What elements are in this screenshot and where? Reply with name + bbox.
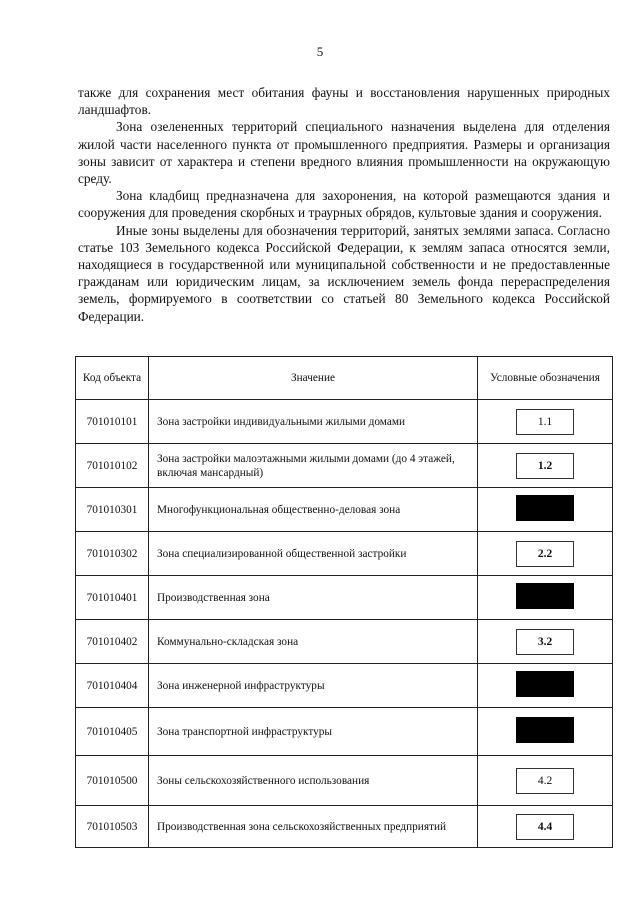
legend-swatch: 4.4 [516, 814, 574, 840]
legend-symbol [478, 532, 613, 576]
paragraph: также для сохранения мест обитания фауны и восстановления нарушенных природных ландшафтов. [78, 85, 610, 118]
table-row [76, 620, 613, 664]
legend-swatch [516, 495, 574, 521]
object-code: 701010401 [76, 576, 149, 620]
legend-swatch: 4.2 [516, 768, 574, 794]
legend-symbol [478, 400, 613, 444]
zone-name: Зона застройки индивидуальными жилыми домами [149, 400, 478, 444]
table-row [76, 532, 613, 576]
object-code: 701010404 [76, 664, 149, 708]
legend-symbol [478, 664, 613, 708]
table-row [76, 444, 613, 488]
table-row [76, 708, 613, 756]
legend-symbol [478, 756, 613, 806]
legend-swatch [516, 717, 574, 743]
zone-name: Зона инженерной инфраструктуры [149, 664, 478, 708]
body-text [78, 84, 610, 325]
legend-symbol [478, 806, 613, 848]
table-row [76, 664, 613, 708]
object-code: 701010402 [76, 620, 149, 664]
legend-swatch: 1.2 [516, 453, 574, 479]
legend-symbol [478, 488, 613, 532]
zones-table [75, 356, 613, 848]
zone-name: Зона застройки малоэтажными жилыми домами (до 4 этажей, включая мансардный) [149, 444, 478, 488]
legend-symbol [478, 444, 613, 488]
header-symbol: Условные обозначения [478, 357, 613, 400]
object-code: 701010405 [76, 708, 149, 756]
object-code: 701010101 [76, 400, 149, 444]
paragraph: Зона кладбищ предназначена для захоронения, на которой размещаются здания и сооружения для проведения скорбных и траурных обрядов, культовые здания и сооружения. [78, 188, 610, 221]
object-code: 701010500 [76, 756, 149, 806]
object-code: 701010301 [76, 488, 149, 532]
zone-name: Производственная зона сельскохозяйственных предприятий [149, 806, 478, 848]
table-row [76, 806, 613, 848]
header-code: Код объекта [76, 357, 149, 400]
legend-swatch: 1.1 [516, 409, 574, 435]
object-code: 701010102 [76, 444, 149, 488]
legend-symbol [478, 620, 613, 664]
zone-name: Зона транспортной инфраструктуры [149, 708, 478, 756]
zone-name: Зона специализированной общественной застройки [149, 532, 478, 576]
table-header-row [76, 357, 613, 400]
table-row [76, 400, 613, 444]
table-row [76, 756, 613, 806]
header-value: Значение [149, 357, 478, 400]
legend-swatch: 2.2 [516, 541, 574, 567]
legend-symbol [478, 576, 613, 620]
table-row [76, 488, 613, 532]
object-code: 701010302 [76, 532, 149, 576]
zone-name: Зоны сельскохозяйственного использования [149, 756, 478, 806]
legend-swatch [516, 583, 574, 609]
paragraph: Иные зоны выделены для обозначения территорий, занятых землями запаса. Согласно статье 103 Земельного кодекса Российской Федерации, к землям запаса относятся земли, находящиеся в государственной или муниципальной собственности и не предоставленные гражданам или юридическим лицам, за исключением земель фонда перераспределения земель, формируемого в соответствии со статьей 80 Земельного кодекса Российской Федерации. [78, 222, 610, 324]
table-row [76, 576, 613, 620]
legend-swatch [516, 671, 574, 697]
zone-name: Производственная зона [149, 576, 478, 620]
zone-name: Многофункциональная общественно-деловая зона [149, 488, 478, 532]
paragraph: Зона озелененных территорий специального назначения выделена для отделения жилой части населенного пункта от промышленного предприятия. Размеры и организация зоны зависит от характера и степени вредного влияния промышленности на окружающую среду. [78, 119, 610, 187]
legend-symbol [478, 708, 613, 756]
page-number: 5 [316, 44, 324, 59]
zone-name: Коммунально-складская зона [149, 620, 478, 664]
object-code: 701010503 [76, 806, 149, 848]
legend-swatch: 3.2 [516, 629, 574, 655]
